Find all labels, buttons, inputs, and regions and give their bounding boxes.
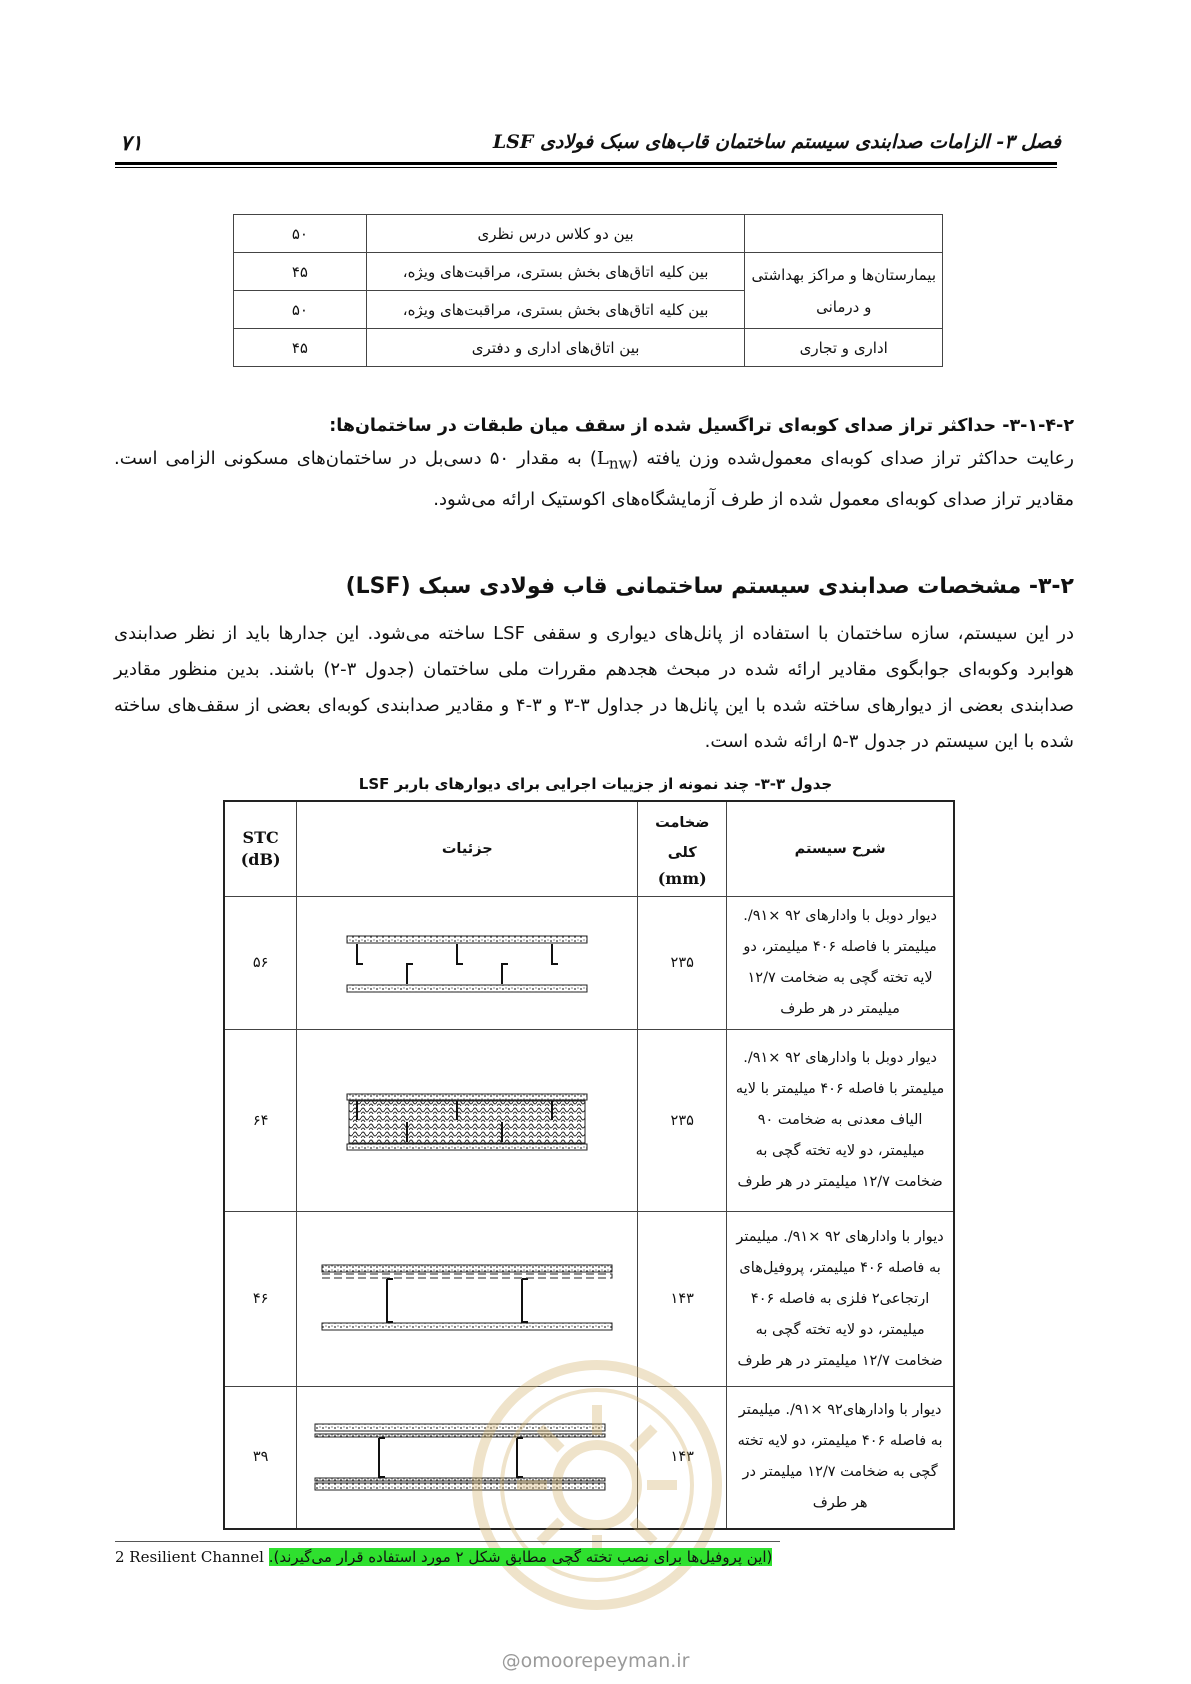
header-stc-label: STC: [242, 828, 279, 847]
table-cell-value: ۵۰: [234, 215, 367, 253]
lnw-symbol: [596, 448, 632, 473]
double-stud-wall-insulated-section-icon: [297, 1034, 637, 1204]
row-description: دیوار با وادارهای ۹۲ ×۹۱/. میلیمتر به فاصله ۴۰۶ میلیمتر، پروفیل‌های ارتجاعی۲ فلزی به فاصله ۴۰۶ میلیمتر، دو لایه تخته گچی به ضخامت ۱۲/۷ میلیمتر در هر طرف: [727, 1212, 954, 1387]
header-thickness-line: کلی: [667, 845, 697, 861]
row-stc: ۴۶: [224, 1212, 297, 1387]
header-rule-thick: [115, 162, 1057, 165]
table-row: [224, 897, 954, 1030]
table-row: [234, 253, 943, 291]
row-description: دیوار با وادارهای۹۲ ×۹۱/. میلیمتر به فاصله ۴۰۶ میلیمتر، دو لایه تخته گچی به ضخامت ۱۲/۷ میلیمتر در هر طرف: [727, 1387, 954, 1529]
row-details: [297, 1030, 638, 1212]
footnote: [115, 1548, 772, 1566]
table-cell-category: بیمارستان‌ها و مراکز بهداشتی و درمانی: [745, 253, 943, 329]
footnote-highlight: (این پروفیل‌ها برای نصب تخته گچی مطابق شکل ۲ مورد استفاده قرار می‌گیرند).: [268, 1548, 773, 1566]
row-stc: ۵۶: [224, 897, 297, 1030]
footnote-label: 2 Resilient Channel: [115, 1548, 264, 1566]
paragraph-text: ) به مقدار ۵۰ دسی‌بل در ساختمان‌های مسکونی الزامی است. مقادیر تراز صدای کوبه‌ای معمول شده از طرف آزمایشگاه‌های اکوستیک ارائه می‌شود.: [114, 448, 1074, 510]
row-thickness: ۱۴۳: [638, 1212, 727, 1387]
header-stc-unit: (dB): [240, 850, 281, 869]
header-description: شرح سیستم: [727, 801, 954, 897]
row-details: [297, 897, 638, 1030]
row-stc: ۳۹: [224, 1387, 297, 1529]
lnw-letter: L: [596, 448, 609, 469]
table-header-row: [224, 801, 954, 897]
insulation-requirements-table: [233, 214, 943, 367]
row-thickness: ۲۳۵: [638, 1030, 727, 1212]
table-cell-category: [745, 215, 943, 253]
header-rule-thin: [115, 167, 1057, 168]
table-cell-value: ۴۵: [234, 329, 367, 367]
paragraph-text: در این سیستم، سازه ساختمان با استفاده از پانل‌های دیواری و سقفی LSF ساخته می‌شود. این جدارها باید از نظر صدابندی هوابرد وکوبه‌ای جوابگوی مقادیر ارائه شده در مبحث هجدهم مقررات ملی ساختمان (جدول ۳-۲) باشند. بدین منظور مقادیر صدابندی بعضی از دیوارهای ساخته شده با این پانل‌ها در جداول ۳-۳ و ۳-۴ و مقادیر صدابندی کوبه‌ای بعضی از سقف‌های ساخته شده با این سیستم در جدول ۳-۵ ارائه شده است.: [114, 623, 1074, 752]
table-cell-description: بین کلیه اتاق‌های بخش بستری، مراقبت‌های ویژه،: [366, 253, 745, 291]
double-stud-wall-section-icon: [297, 911, 637, 1011]
row-description: دیوار دوبل با وادارهای ۹۲ ×۹۱/. میلیمتر با فاصله ۴۰۶ میلیمتر، دو لایه تخته گچی به ضخامت ۱۲/۷ میلیمتر در هر طرف: [727, 897, 954, 1030]
watermark: @omoorepeyman.ir: [501, 1650, 690, 1672]
table-cell-description: بین اتاق‌های اداری و دفتری: [366, 329, 745, 367]
header-thickness-line: ضخامت: [655, 815, 710, 831]
table-row: [224, 1030, 954, 1212]
footnote-rule: [115, 1541, 780, 1542]
page-number: ۷۱: [120, 130, 143, 155]
table-row: [234, 329, 943, 367]
publisher-seal-icon: [462, 1350, 732, 1620]
table-cell-value: ۴۵: [234, 253, 367, 291]
table-cell-description: بین دو کلاس درس نظری: [366, 215, 745, 253]
header-stc: [224, 801, 297, 897]
header-thickness-unit: (mm): [657, 869, 707, 888]
table-row: [234, 215, 943, 253]
header-thickness: [638, 801, 727, 897]
running-header-title: فصل ۳- الزامات صدابندی سیستم ساختمان قاب‌های سبک فولادی LSF: [492, 131, 1061, 153]
table-cell-description: بین کلیه اتاق‌های بخش بستری، مراقبت‌های ویژه،: [366, 291, 745, 329]
table-caption: جدول ۳-۳- چند نمونه از جزییات اجرایی برای دیوارهای باربر LSF: [358, 775, 833, 793]
table-cell-category: اداری و تجاری: [745, 329, 943, 367]
paragraph-text: رعایت حداکثر تراز صدای کوبه‌ای معمول‌شده وزن یافته (: [631, 448, 1074, 469]
row-thickness: ۱۴۳: [638, 1387, 727, 1529]
paragraph-lsf: [114, 616, 1074, 760]
row-stc: ۶۴: [224, 1030, 297, 1212]
row-thickness: ۲۳۵: [638, 897, 727, 1030]
header-details: جزئیات: [297, 801, 638, 897]
table-cell-value: ۵۰: [234, 291, 367, 329]
row-description: دیوار دوبل با وادارهای ۹۲ ×۹۱/. میلیمتر با فاصله ۴۰۶ میلیمتر با لایه الیاف معدنی به ضخامت ۹۰ میلیمتر، دو لایه تخته گچی به ضخامت ۱۲/۷ میلیمتر در هر طرف: [727, 1030, 954, 1212]
paragraph-impact-noise: [114, 441, 1074, 518]
section-heading-impact-noise: ۳-۱-۴-۲- حداکثر تراز صدای کوبه‌ای تراگسیل شده از سقف میان طبقات در ساختمان‌ها:: [329, 416, 1074, 436]
section-heading-lsf: ۳-۲- مشخصات صدابندی سیستم ساختمانی قاب فولادی سبک (LSF): [345, 574, 1074, 599]
lnw-subscript: nw: [608, 454, 632, 473]
